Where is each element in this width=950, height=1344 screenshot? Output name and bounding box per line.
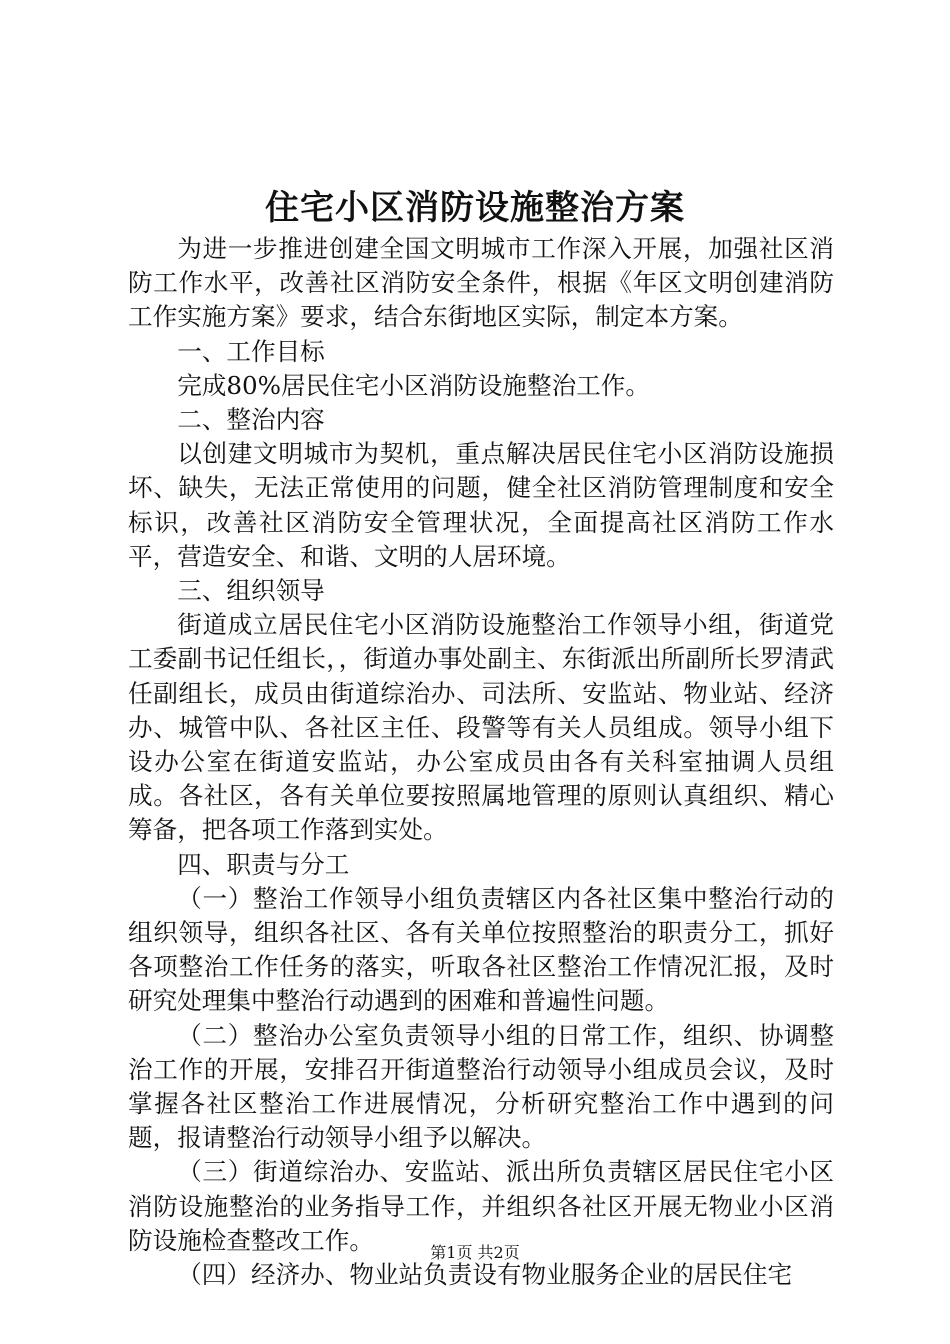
section-heading-content: 二、整治内容 [177, 405, 325, 435]
document-title: 住宅小区消防设施整治方案 [265, 188, 685, 228]
section-heading-duties: 四、职责与分工 [177, 849, 350, 879]
goal-paragraph: 完成80%居民住宅小区消防设施整治工作。 [177, 370, 650, 400]
intro-paragraph: 为进一步推进创建全国文明城市工作深入开展，加强社区消防工作水平，改善社区消防安全条件，根据《年区文明创建消防工作实施方案》要求，结合东街地区实际，制定本方案。 [128, 234, 834, 332]
duty-paragraph-3: （三）街道综治办、安监站、派出所负责辖区居民住宅小区消防设施整治的业务指导工作，并组织各社区开展无物业小区消防设施检查整改工作。 [128, 1157, 834, 1255]
section-heading-goal: 一、工作目标 [177, 336, 325, 366]
organization-paragraph: 街道成立居民住宅小区消防设施整治工作领导小组，街道党工委副书记任组长，，街道办事处副主、东街派出所副所长罗清武任副组长，成员由街道综治办、司法所、安监站、物业站、经济办、城管中队、各社区主任、段警等有关人员组成。领导小组下设办公室在街道安监站，办公室成员由各有关科室抽调人员组成。各社区，各有关单位要按照属地管理的原则认真组织、精心筹备，把各项工作落到实处。 [128, 610, 834, 845]
document-body [128, 232, 834, 1292]
content-paragraph: 以创建文明城市为契机，重点解决居民住宅小区消防设施损坏、缺失，无法正常使用的问题，健全社区消防管理制度和安全标识，改善社区消防安全管理状况，全面提高社区消防工作水平，营造安全、和谐、文明的人居环境。 [128, 439, 834, 571]
section-heading-organization: 三、组织领导 [177, 576, 325, 606]
duty-paragraph-2: （二）整治办公室负责领导小组的日常工作，组织、协调整治工作的开展，安排召开街道整治行动领导小组成员会议，及时掌握各社区整治工作进展情况，分析研究整治工作中遇到的问题，报请整治行动领导小组予以解决。 [128, 1020, 834, 1153]
duty-paragraph-4: （四）经济办、物业站负责设有物业服务企业的居民住宅 [177, 1260, 793, 1290]
page-footer: 第1页 共2页 [430, 1243, 520, 1262]
duty-paragraph-1: （一）整治工作领导小组负责辖区内各社区集中整治行动的组织领导，组织各社区、各有关单位按照整治的职责分工，抓好各项整治工作任务的落实，听取各社区整治工作情况汇报，及时研究处理集中整治行动遇到的困难和普遍性问题。 [128, 883, 834, 1016]
